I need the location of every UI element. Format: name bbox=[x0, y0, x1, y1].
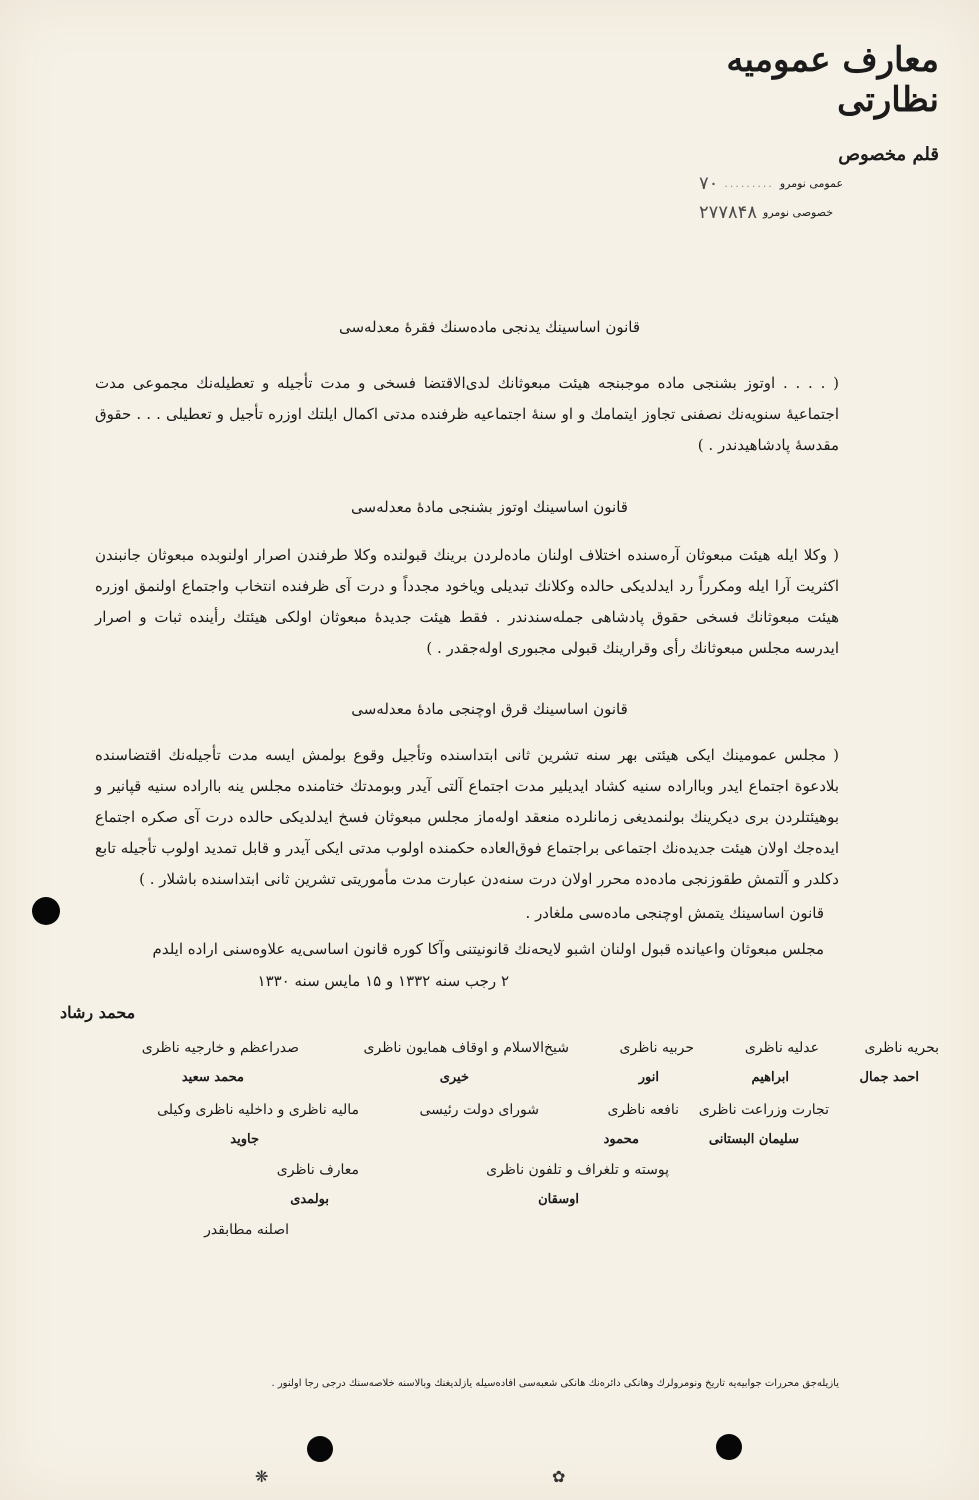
signature-title: عدلیه ناظری bbox=[744, 1040, 819, 1056]
general-number-label: عمومی نومرو bbox=[779, 177, 844, 190]
ornament-icon: ❋ bbox=[255, 1467, 269, 1486]
signature-name: اوسقان bbox=[538, 1192, 579, 1207]
signature-title: پوسته و تلغراف و تلفون ناظری bbox=[486, 1162, 669, 1178]
section-body-3: ( مجلس عمومینك ایکی هیئتی بهر سنه تشرین ثانی ابتداسنده وتأجیل وقوع بولمش ایسه مدت تأجیله‌نك اقتضاسنده بلادعوة اجتماع ایدر وبااراده سنیه کشاد ایدیلیر مدت اجتماع آلتی آیدر وبومدتك ختامنده مجلس ینه بااراده سنیه قپانیر و بوهیئتلردن بری دیکرینك بولنمدیغی زمانلرده منعقد اوله‌ماز مجلس مبعوثان فسخ ایدلدیکی حالده درت آی صکره اجتماع ایده‌جك اولان هیئت جدیده‌نك اجتماعی براجتماع فوق‌العاده حکمنده اولوب مدتی ایکی آیدر و قابل تمدید اولوب تأجیله تابع دکلدر و آلتمش طقوزنجی ماده‌ده محرر اولان درت سنه‌دن عبارت مدت مأموریتی تشرین ثانی ابتداسنده باشلار . ) bbox=[95, 746, 839, 888]
special-number-value: ۲۷۷۸۴۸ bbox=[699, 202, 758, 223]
repeal-clause: قانون اساسینك یتمش اوچنجی ماده‌سی ملغادر . bbox=[525, 904, 824, 922]
letterhead bbox=[699, 40, 939, 223]
signature-title: معارف ناظری bbox=[276, 1162, 359, 1178]
signature-title: مالیه ناظری و داخلیه ناظری وکیلی bbox=[157, 1102, 359, 1118]
punch-hole bbox=[716, 1434, 742, 1460]
section-title-1: قانون اساسینك یدنجی ماده‌سنك فقرهٔ معدله‌سی bbox=[338, 318, 641, 336]
signature-title: بحریه ناظری bbox=[864, 1040, 939, 1056]
bureau-heading: قلم مخصوص bbox=[838, 144, 939, 165]
ornament-icon: ✿ bbox=[552, 1467, 566, 1486]
decree-date: ۲ رجب سنه ۱۳۳۲ و ۱۵ مایس سنه ۱۳۳۰ bbox=[257, 972, 509, 990]
special-number-row bbox=[699, 202, 939, 223]
signature-title: صدراعظم و خارجیه ناظری bbox=[141, 1040, 299, 1056]
general-number-row bbox=[699, 173, 939, 194]
section-title-2: قانون اساسینك اوتوز بشنجی مادهٔ معدله‌سی bbox=[351, 498, 628, 516]
dotted-leader: ......... bbox=[724, 177, 774, 190]
signature-block bbox=[30, 1040, 939, 1260]
section-title-3: قانون اساسینك قرق اوچنجی مادهٔ معدله‌سی bbox=[351, 700, 628, 718]
signature-name: محمود bbox=[603, 1132, 639, 1147]
signature-name: جاوید bbox=[230, 1132, 259, 1147]
signature-name: خیری bbox=[439, 1070, 469, 1085]
section-body-2: ( وکلا ایله هیئت مبعوثان آره‌سنده اختلاف اولنان ماده‌لردن برینك قبولنده وکلا طرفندن اصرار اولنوبده مبعوثان جانبندن اکثریت آرا ایله ومکرراً رد ایدلدیکی حالده وکلانك تبدیلی ویاخود مجدداً و درت آی ظرفنده انتخاب واجتماع اولنمق اوزره هیئت مبعوثانك فسخی حقوق پادشاهی جمله‌سندندر . فقط هیئت جدیدهٔ مبعوثان اولکی هیئتك رأینده ثبات و اصرار ایدرسه مجلس مبعوثانك رأی وقرارینك قبولی مجبوری اوله‌جقدر . ) bbox=[95, 546, 839, 657]
signature-name: انور bbox=[638, 1070, 659, 1085]
footer-instruction: یازیلەجق محررات جوابیه‌یه تاریخ ونومرولرك وهانکی دائره‌نك هانکی شعبه‌سی افاده‌سیله یازلدیغنك وبالاسنه خلاصه‌سنك درجی رجا اولنور . bbox=[271, 1378, 839, 1389]
signature-name: سلیمان البستانی bbox=[708, 1132, 799, 1147]
section-body-1: ( . . . . اوتوز بشنجی ماده موجبنجه هیئت مبعوثانك لدی‌الاقتضا فسخی و مدت تأجیله و تعطیله‌نك مجموعی مدت اجتماعیهٔ سنویه‌نك نصفنی تجاوز ایتمامك و او سنهٔ اجتماعیه ظرفنده مدتی اکمال ایلتك اوزره تأجیل و تعطیلی . . . حقوق مقدسهٔ پادشاهیدندر . ) bbox=[95, 374, 839, 454]
general-number-value: ۷۰ bbox=[699, 173, 719, 194]
punch-hole bbox=[307, 1436, 333, 1462]
signature-name: ابراهیم bbox=[751, 1070, 789, 1085]
signature-title: نافعه ناظری bbox=[607, 1102, 679, 1118]
certified-note: اصلنه مطابقدر bbox=[204, 1222, 289, 1238]
enactment-clause: مجلس مبعوثان واعیانده قبول اولنان اشبو لایحه‌نك قانونیتنی وآکا کوره قانون اساسی‌یه علاوه‌سنی اراده ایلدم bbox=[152, 940, 824, 958]
signature-title: شیخ‌الاسلام و اوقاف همایون ناظری bbox=[363, 1040, 569, 1056]
signature-title: تجارت وزراعت ناظری bbox=[698, 1102, 829, 1118]
ministry-heading: معارف عموميه نظارتی bbox=[726, 40, 939, 120]
signature-title: شورای دولت رئیسی bbox=[419, 1102, 539, 1118]
sultan-signature: محمد رشاد bbox=[60, 1003, 136, 1022]
special-number-label: خصوصی نومرو bbox=[763, 206, 834, 219]
signature-name: محمد سعید bbox=[181, 1070, 244, 1085]
signature-name: بولمدی bbox=[290, 1192, 329, 1207]
punch-hole bbox=[32, 897, 60, 925]
signature-name: احمد جمال bbox=[859, 1070, 919, 1085]
signature-title: حربیه ناظری bbox=[619, 1040, 694, 1056]
